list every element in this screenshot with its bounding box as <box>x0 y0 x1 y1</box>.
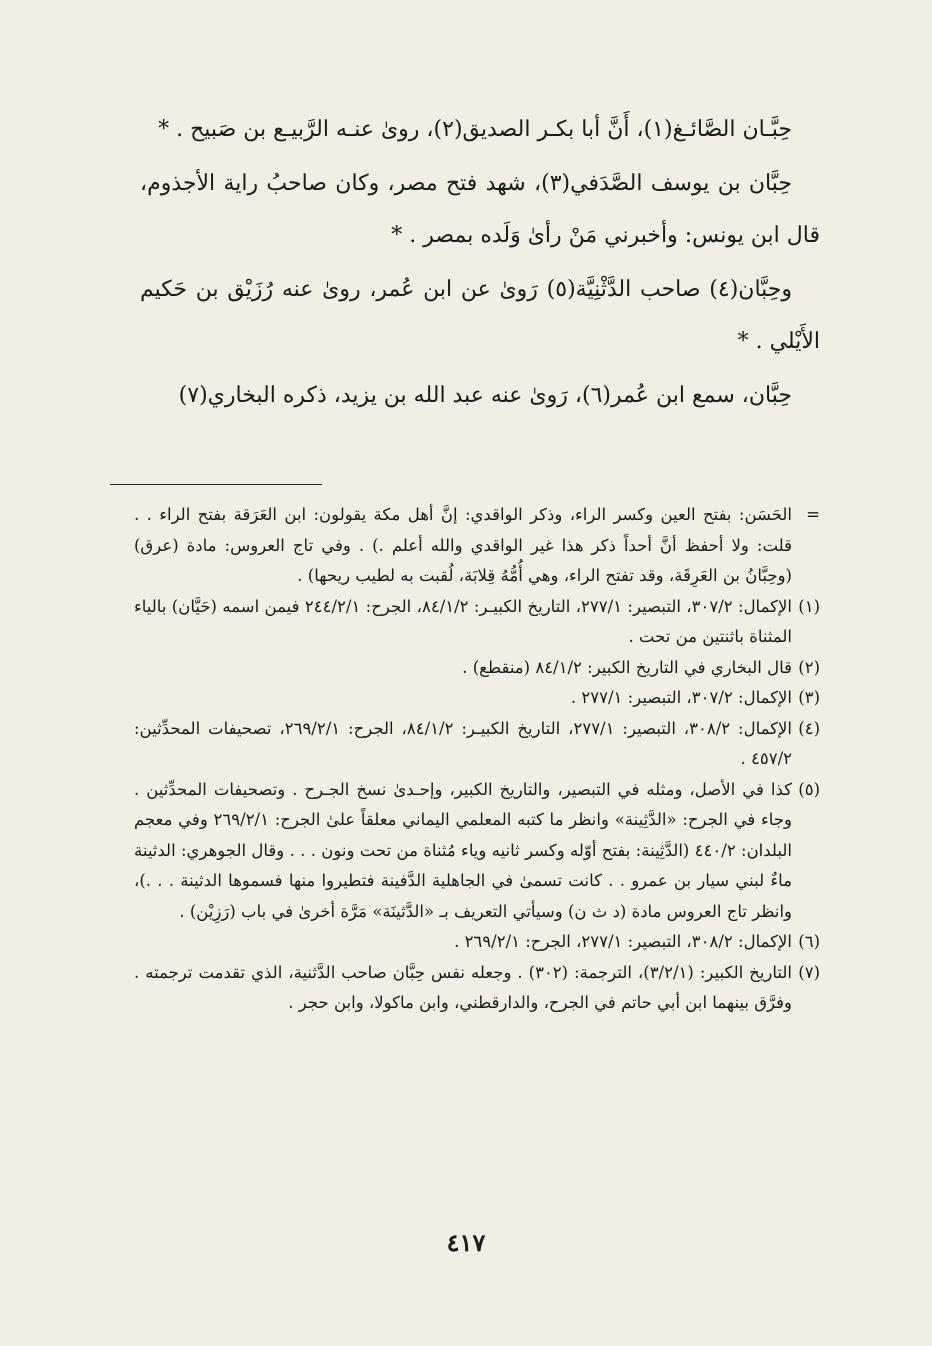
footnote-text: الإكمال: ٣٠٨/٢، التبصير: ٢٧٧/١، الجرح: ٢٦٩/٢/١ . <box>454 932 792 951</box>
footnote <box>134 714 820 775</box>
footnote-text: كذا في الأصل، ومثله في التبصير، والتاريخ الكبير، وإحـدىٰ نسخ الجـرح . وتصحيفات المحدِّثين . وجاء في الجرح: «الدَّثِينة» وانظر ما كتبه المعلمي اليماني معلقاً علىٰ الجرح: ٢٦٩/٢/١ وفي معجم البلدان: ٤٤٠/٢ (الدَّثِينة: بفتح أوّله وكسر ثانيه وياء مُثناة من تحت ونون . . . وقال الجوهري: الدثينة ماءٌ لبني سيار بن عمرو . . كانت تسمىٰ في الجاهلية الدَّفينة فتطيروا منها فسموها الدثينة . . .)، وانظر تاج العروس مادة (د ث ن) وسيأتي التعريف بـ «الدَّثينَة» مَرَّة أخرىٰ في باب (رَزِيْن) . <box>134 779 792 921</box>
footnote-number: (٤) <box>798 718 820 738</box>
entry-paragraph: حِبَّان بن يوسف الصَّدَفي(٣)، شهد فتح مصر، وكان صاحبُ راية الأجذوم، قال ابن يونس: وأخبرني مَنْ رأىٰ وَلَده بمصر . * <box>140 171 820 248</box>
entry-paragraph: حِبَّـان الصَّائـغ(١)، أَنَّ أبا بكـر الصديق(٢)، روىٰ عنـه الرَّبيـع بن صَبيح . * <box>158 117 792 142</box>
footnote-text: التاريخ الكبير: (٣/٢/١)، الترجمة: (٣٠٢) . وجعله نفس حِبَّان صاحب الدَّثنية، الذي تقدمت ترجمته . وفرَّق بينهما ابن أبي حاتم في الجرح، والدارقطني، وابن ماكولا، وابن حجر . <box>134 962 792 1012</box>
page-number: ٤١٧ <box>446 1228 486 1257</box>
footnote-text: الحَسَن: بفتح العين وكسر الراء، وذكر الواقدي: إنَّ أهل مكة يقولون: ابن العَرَقة بفتح الراء . . قلت: ولا أحفظ أنَّ أحداً ذكر هذا غير الواقدي والله أعلم .) . وفي تاج العروس: مادة (عرق) (وحِبَّانُ بن العَرِقَة، وقد تفتح الراء، وهي أُمُّهُ قِلابَة، لُقبت به لطيب ريحها) . <box>134 505 792 585</box>
footnote <box>134 927 820 958</box>
footnote-text: الإكمال: ٣٠٨/٢، التبصير: ٢٧٧/١، التاريخ الكبيـر: ٨٤/١/٢، الجرح: ٢٦٩/٢/١، تصحيفات المحدِّثين: ٤٥٧/٢ . <box>134 718 792 768</box>
footnote-number: (٣) <box>798 688 820 707</box>
footnote <box>134 683 820 714</box>
entry-paragraph: حِبَّان، سمع ابن عُمر(٦)، رَوىٰ عنه عبد الله بن يزيد، ذكره البخاري(٧) <box>178 383 792 408</box>
footnote <box>134 653 820 684</box>
footnotes <box>134 500 820 1019</box>
footnote-text: الإكمال: ٣٠٧/٢، التبصير: ٢٧٧/١ . <box>570 688 792 707</box>
footnote-number: = <box>806 505 820 524</box>
entry-paragraph: وحِبَّان(٤) صاحب الدَّثْنِيَّة(٥) رَوىٰ عن ابن عُمر، روىٰ عنه رُزَيْق بن حَكيم الأَيْلي . * <box>140 277 820 354</box>
footnote <box>134 775 820 928</box>
footnote <box>134 958 820 1019</box>
footnote <box>134 500 820 592</box>
footnote-number: (١) <box>798 596 820 616</box>
footnote-text: الإكمال: ٣٠٧/٢، التبصير: ٢٧٧/١، التاريخ الكبيـر: ٨٤/١/٢، الجرح: ٢٤٤/٢/١ فيمن اسمه (حَيَّان) بالياء المثناة باثنتين من تحت . <box>134 596 792 646</box>
footnote-text: قال البخاري في التاريخ الكبير: ٨٤/١/٢ (منقطع) . <box>462 657 792 677</box>
footnote-number: (٧) <box>798 962 820 982</box>
footnote-number: (٢) <box>798 657 820 677</box>
footnote-separator <box>110 484 322 485</box>
footnote <box>134 592 820 653</box>
footnote-number: (٦) <box>798 932 820 951</box>
footnote-number: (٥) <box>798 779 820 799</box>
main-text <box>140 104 820 424</box>
